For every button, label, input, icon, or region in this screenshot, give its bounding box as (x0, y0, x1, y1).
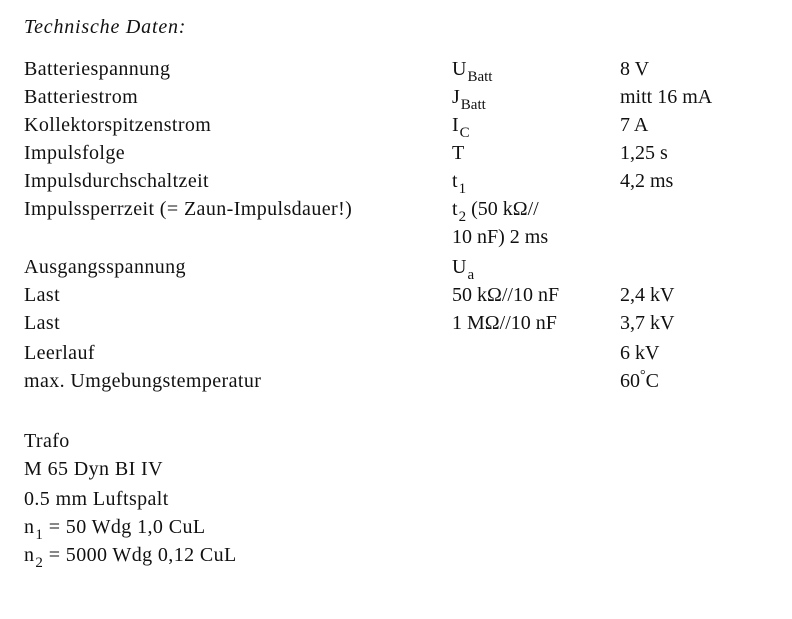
trafo-secondary-winding: $n_2 = 5000$ Wdg 0,12 CuL (24, 544, 237, 571)
spec-row-output-voltage (0, 254, 792, 282)
spec-label: Impulsdurchschaltzeit (24, 170, 210, 192)
spec-label: Last (24, 312, 61, 334)
spec-symbol: $J_{Batt}$ (452, 86, 486, 113)
spec-label: Batteriespannung (24, 58, 171, 80)
spec-value: 3,7 kV (620, 312, 675, 334)
spec-value: mitt 16 mA (620, 86, 713, 108)
spec-condition: 50 kΩ//10 nF (452, 284, 560, 306)
spec-label: Impulssperrzeit (= Zaun-Impulsdauer!) (24, 198, 353, 220)
spec-row-pulse-off-time-continuation (0, 224, 792, 252)
trafo-air-gap: 0.5 mm Luftspalt (24, 488, 169, 510)
spec-symbol: $U_{Batt}$ (452, 58, 493, 85)
spec-label: Kollektorspitzenstrom (24, 114, 212, 136)
spec-condition: 1 MΩ//10 nF (452, 312, 557, 334)
spec-symbol: $t_2$ (50 kΩ// (452, 198, 539, 225)
spec-label: Last (24, 284, 61, 306)
trafo-title: Trafo (24, 430, 70, 452)
spec-value: 60°C (620, 368, 659, 392)
spec-row-collector-peak-current (0, 112, 792, 140)
spec-symbol: T (452, 142, 465, 164)
spec-label: Impulsfolge (24, 142, 126, 164)
spec-value: 4,2 ms (620, 170, 674, 192)
spec-row-no-load (0, 340, 792, 368)
spec-row-load-1m (0, 310, 792, 338)
spec-label: Ausgangsspannung (24, 256, 186, 278)
spec-value: 8 V (620, 58, 650, 80)
spec-symbol: $I_C$ (452, 114, 470, 141)
spec-row-pulse-sequence (0, 140, 792, 168)
spec-row-battery-current (0, 84, 792, 112)
spec-row-load-50k (0, 282, 792, 310)
spec-row-battery-voltage (0, 56, 792, 84)
trafo-primary-winding: $n_1 = 50$ Wdg 1,0 CuL (24, 516, 206, 543)
spec-continuation: 10 nF) 2 ms (452, 226, 549, 248)
trafo-core: M 65 Dyn BI IV (24, 458, 163, 480)
spec-symbol: $U_a$ (452, 256, 475, 283)
spec-value: 1,25 s (620, 142, 668, 164)
spec-label: Batteriestrom (24, 86, 139, 108)
spec-value: 6 kV (620, 342, 660, 364)
spec-symbol: $t_1$ (452, 170, 467, 197)
spec-value: 7 A (620, 114, 649, 136)
spec-value: 2,4 kV (620, 284, 675, 306)
spec-row-pulse-on-time (0, 168, 792, 196)
spec-label: Leerlauf (24, 342, 95, 364)
spec-label: max. Umgebungstemperatur (24, 370, 262, 392)
section-heading: Technische Daten: (24, 16, 187, 38)
spec-row-max-ambient-temperature (0, 368, 792, 396)
spec-row-pulse-off-time (0, 196, 792, 224)
